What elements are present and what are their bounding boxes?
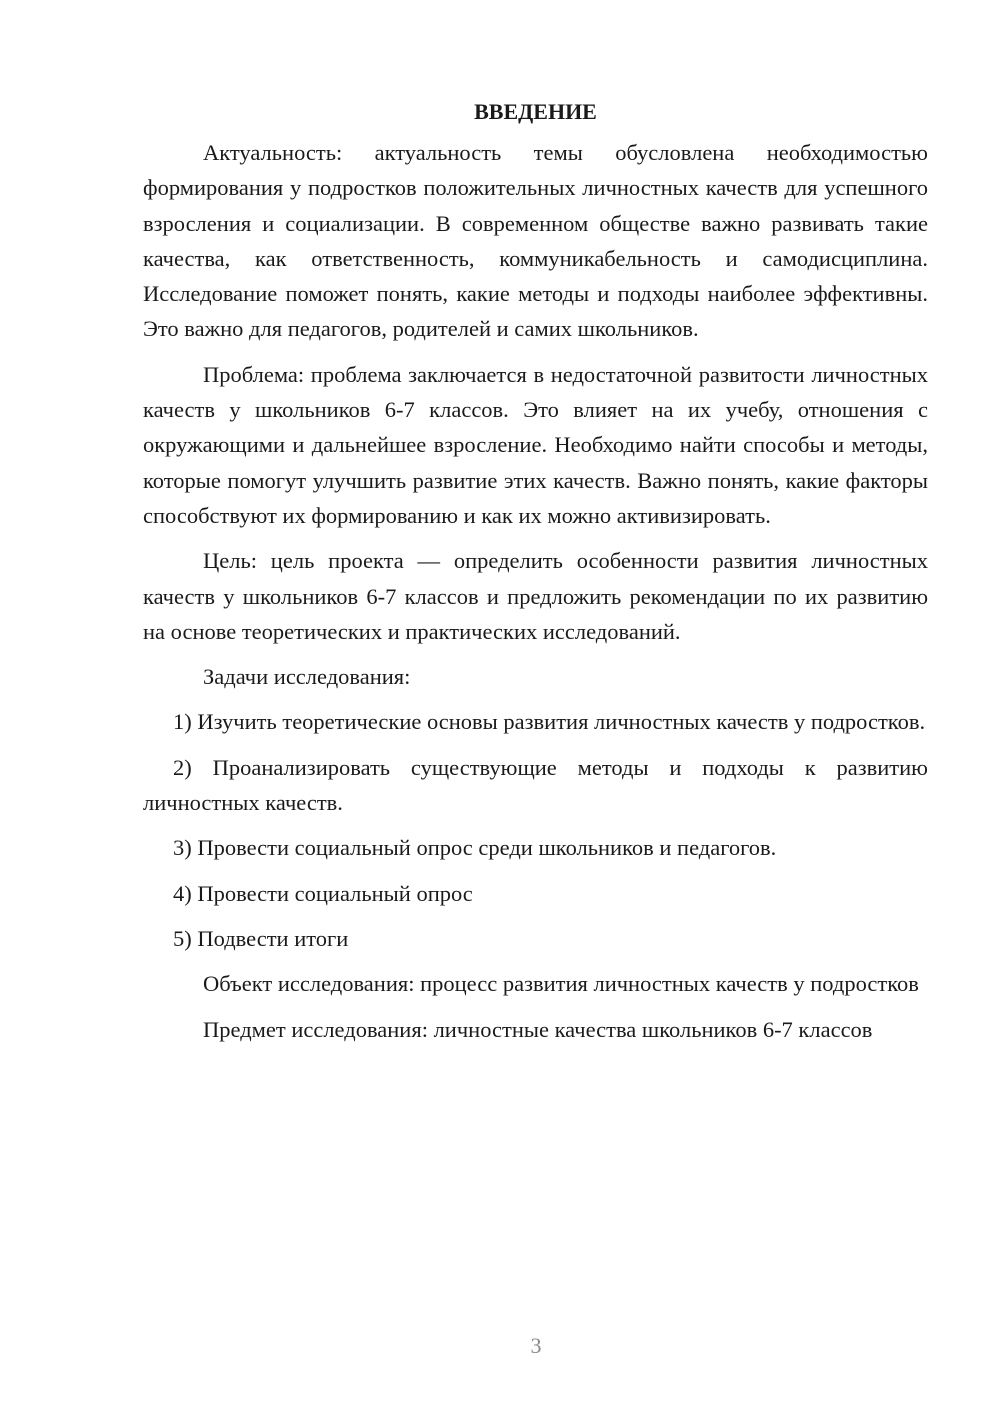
paragraph-object: Объект исследования: процесс развития личностных качеств у подростков xyxy=(203,971,919,997)
page-title: ВВЕДЕНИЕ xyxy=(474,99,597,124)
task-item-1: 1) Изучить теоретические основы развития личностных качеств у подростков. xyxy=(173,709,926,735)
tasks-heading: Задачи исследования: xyxy=(203,664,411,690)
page-number: 3 xyxy=(530,1333,542,1358)
paragraph-subject: Предмет исследования: личностные качества школьников 6-7 классов xyxy=(203,1016,873,1042)
task-item-5: 5) Подвести итоги xyxy=(173,925,349,951)
task-item-3: 3) Провести социальный опрос среди школьников и педагогов. xyxy=(173,835,777,861)
paragraph-goal: Цель: цель проекта — определить особенности развития личностных качеств у школьников 6-7 классов и предложить рекомендации по их развитию на основе теоретических и практических исследований. xyxy=(143,548,928,644)
paragraph-problem: Проблема: проблема заключается в недостаточной развитости личностных качеств у школьников 6-7 классов. Это влияет на их учебу, отношения с окружающими и дальнейшее взросление. Необходимо найти способы и методы, которые помогут улучшить развитие этих качеств. Важно понять, какие факторы способствуют их формированию и как их можно активизировать. xyxy=(143,361,928,528)
task-item-2: 2) Проанализировать существующие методы и подходы к развитию личностных качеств. xyxy=(143,754,928,816)
document-body xyxy=(143,97,928,1057)
task-item-4: 4) Провести социальный опрос xyxy=(173,880,473,906)
paragraph-relevance: Актуальность: актуальность темы обусловлена необходимостью формирования у подростков положительных личностных качеств для успешного взросления и социализации. В современном обществе важно развивать такие качества, как ответственность, коммуникабельность и самодисциплина. Исследование поможет понять, какие методы и подходы наиболее эффективны. Это важно для педагогов, родителей и самих школьников. xyxy=(143,140,928,342)
